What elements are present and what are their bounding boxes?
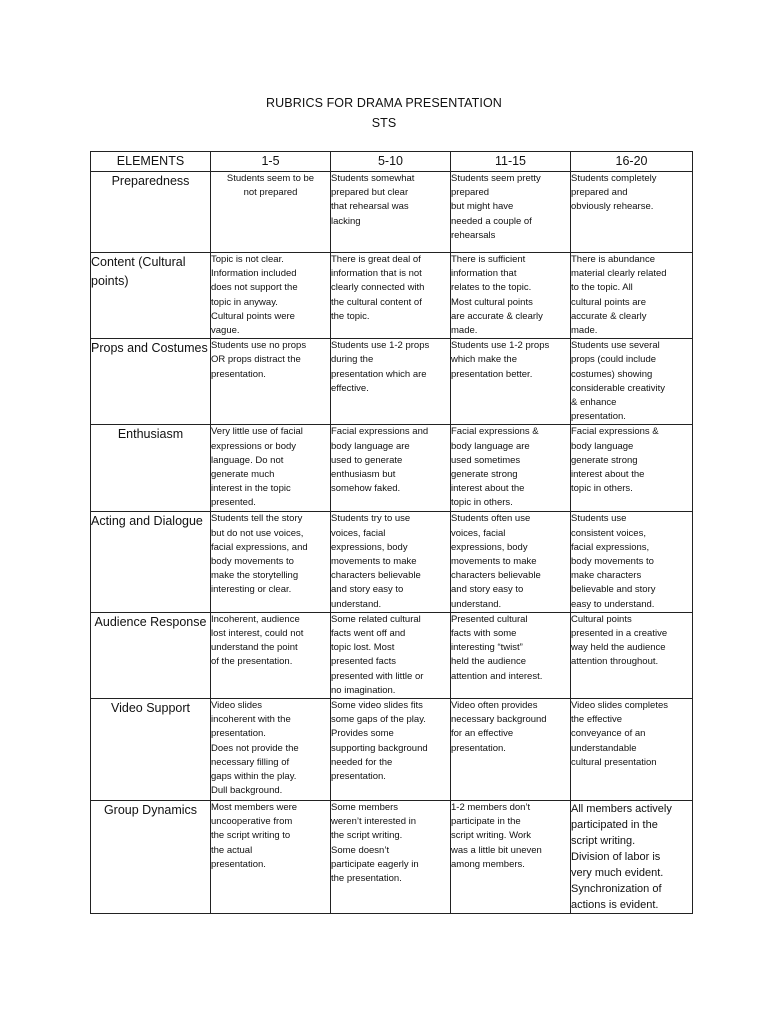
- criteria-cell: Very little use of facial expressions or body language. Do not generate much interest in the topic presented.: [211, 425, 331, 512]
- table-row: [91, 801, 693, 914]
- element-name: Props and Costumes: [91, 339, 211, 425]
- criteria-cell: There is sufficient information that relates to the topic. Most cultural points are accurate & clearly made.: [451, 253, 571, 339]
- criteria-cell: Facial expressions & body language generate strong interest about the topic in others.: [571, 425, 693, 512]
- table-row: [91, 612, 693, 698]
- criteria-cell: Some members weren’t interested in the script writing. Some doesn’t participate eagerly in the presentation.: [331, 801, 451, 914]
- header-score-5-10: 5-10: [331, 152, 451, 172]
- element-name: Content (Cultural points): [91, 253, 211, 339]
- criteria-cell: Video slides completes the effective conveyance of an understandable cultural presentation: [571, 699, 693, 801]
- criteria-cell: Video often provides necessary background for an effective presentation.: [451, 699, 571, 801]
- criteria-cell: Students try to use voices, facial expressions, body movements to make characters believable and story easy to understand.: [331, 512, 451, 612]
- table-row: [91, 253, 693, 339]
- element-name: Acting and Dialogue: [91, 512, 211, 612]
- table-header-row: [91, 152, 693, 172]
- element-name: Preparedness: [91, 172, 211, 253]
- criteria-cell: Cultural points presented in a creative way held the audience attention throughout.: [571, 612, 693, 698]
- criteria-cell: Topic is not clear. Information included does not support the topic in anyway. Cultural points were vague.: [211, 253, 331, 339]
- element-name: Video Support: [91, 699, 211, 801]
- criteria-cell: Facial expressions and body language are used to generate enthusiasm but somehow faked.: [331, 425, 451, 512]
- criteria-cell: Students completely prepared and obviously rehearse.: [571, 172, 693, 253]
- criteria-cell: All members actively participated in the script writing. Division of labor is very much evident. Synchronization of actions is evident.: [571, 801, 693, 914]
- table-row: [91, 699, 693, 801]
- criteria-cell: Some related cultural facts went off and topic lost. Most presented facts presented with little or no imagination.: [331, 612, 451, 698]
- criteria-cell: Facial expressions & body language are used sometimes generate strong interest about the topic in others.: [451, 425, 571, 512]
- table-row: [91, 172, 693, 253]
- criteria-cell: Students tell the story but do not use voices, facial expressions, and body movements to make the storytelling interesting or clear.: [211, 512, 331, 612]
- header-score-16-20: 16-20: [571, 152, 693, 172]
- criteria-cell: There is abundance material clearly related to the topic. All cultural points are accurate & clearly made.: [571, 253, 693, 339]
- criteria-cell: Students seem to be not prepared: [211, 172, 331, 253]
- header-elements: ELEMENTS: [91, 152, 211, 172]
- element-name: Group Dynamics: [91, 801, 211, 914]
- table-row: [91, 425, 693, 512]
- criteria-cell: Most members were uncooperative from the script writing to the actual presentation.: [211, 801, 331, 914]
- criteria-cell: Incoherent, audience lost interest, could not understand the point of the presentation.: [211, 612, 331, 698]
- criteria-cell: 1-2 members don’t participate in the script writing. Work was a little bit uneven among members.: [451, 801, 571, 914]
- criteria-cell: Students seem pretty prepared but might have needed a couple of rehearsals: [451, 172, 571, 253]
- criteria-cell: Video slides incoherent with the presentation. Does not provide the necessary filling of gaps within the play. Dull background.: [211, 699, 331, 801]
- document-subtitle: STS: [371, 116, 397, 130]
- table-row: [91, 512, 693, 612]
- element-name: Enthusiasm: [91, 425, 211, 512]
- rubric-table: [90, 151, 693, 914]
- criteria-cell: Students somewhat prepared but clear that rehearsal was lacking: [331, 172, 451, 253]
- table-row: [91, 339, 693, 425]
- criteria-cell: There is great deal of information that is not clearly connected with the cultural content of the topic.: [331, 253, 451, 339]
- criteria-cell: Students use 1-2 props during the presentation which are effective.: [331, 339, 451, 425]
- criteria-cell: Students use consistent voices, facial expressions, body movements to make characters believable and story easy to understand.: [571, 512, 693, 612]
- element-name: Audience Response: [91, 612, 211, 698]
- criteria-cell: Presented cultural facts with some interesting “twist” held the audience attention and interest.: [451, 612, 571, 698]
- header-score-1-5: 1-5: [211, 152, 331, 172]
- header-score-11-15: 11-15: [451, 152, 571, 172]
- criteria-cell: Students often use voices, facial expressions, body movements to make characters believable and story easy to understand.: [451, 512, 571, 612]
- criteria-cell: Students use 1-2 props which make the presentation better.: [451, 339, 571, 425]
- criteria-cell: Students use no props OR props distract the presentation.: [211, 339, 331, 425]
- document-title: RUBRICS FOR DRAMA PRESENTATION: [266, 96, 502, 110]
- criteria-cell: Students use several props (could include costumes) showing considerable creativity & enhance presentation.: [571, 339, 693, 425]
- criteria-cell: Some video slides fits some gaps of the play. Provides some supporting background needed for the presentation.: [331, 699, 451, 801]
